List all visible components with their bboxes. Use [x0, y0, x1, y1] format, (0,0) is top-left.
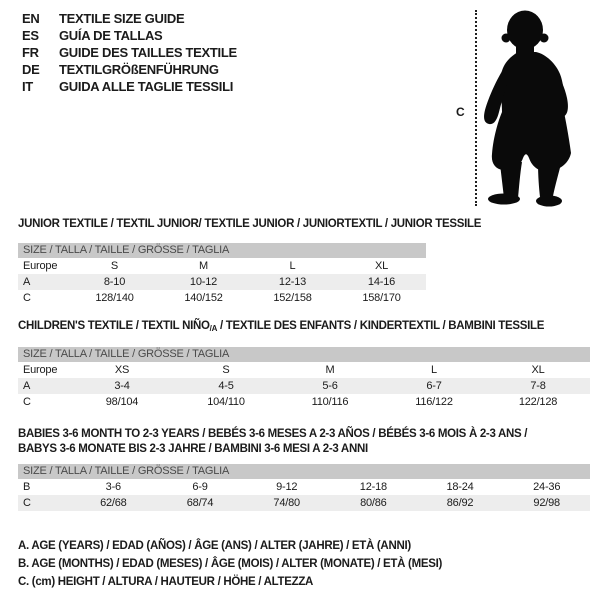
size-cell: 14-16: [367, 276, 396, 288]
table-title-subscript: /A: [209, 324, 218, 333]
size-table-babies: [18, 427, 590, 511]
height-measure-dotted-line: [475, 10, 477, 206]
row-label: A: [23, 380, 31, 392]
row-label: Europe: [23, 364, 58, 376]
size-cell: 122/128: [518, 396, 558, 408]
table-row: [18, 479, 590, 495]
measurement-legend: [18, 537, 442, 591]
legend-line-a: A. AGE (YEARS) / EDAD (AÑOS) / ÂGE (ANS) / ALTER (JAHRE) / ETÀ (ANNI): [18, 540, 411, 552]
size-cell: 140/152: [184, 292, 223, 304]
language-code: FR: [22, 45, 39, 60]
size-cell: L: [431, 364, 437, 376]
size-cell: S: [222, 364, 230, 376]
language-row: [22, 61, 237, 78]
size-cell: 12-13: [278, 276, 307, 288]
size-cell: 104/110: [207, 396, 245, 408]
size-cell: XS: [114, 364, 130, 376]
table-row: [18, 394, 590, 410]
language-row: [22, 78, 237, 95]
table-title: [18, 320, 590, 335]
legend-line-b: B. AGE (MONTHS) / EDAD (MESES) / ÂGE (MOIS) / ALTER (MONATE) / ETÀ (MESI): [18, 558, 443, 570]
language-title: TEXTILGRÖßENFÜHRUNG: [59, 62, 219, 77]
size-cell: 18-24: [446, 481, 474, 493]
table-title: BABYS 3-6 MONATE BIS 2-3 JAHRE / BAMBINI 3-6 MESI A 2-3 ANNI: [18, 443, 368, 455]
size-cell: XL: [531, 364, 545, 376]
size-cell: 3-4: [114, 380, 130, 392]
size-cell: XL: [374, 260, 389, 272]
size-header-bar: SIZE / TALLA / TAILLE / GRÖSSE / TAGLIA: [18, 347, 590, 362]
row-label: C: [23, 292, 31, 304]
language-code: ES: [22, 28, 39, 43]
size-cell: 6-9: [192, 481, 208, 493]
row-label: Europe: [23, 260, 58, 272]
size-cell: 86/92: [446, 497, 474, 509]
table-title-text: CHILDREN'S TEXTILE / TEXTIL NIÑO: [18, 320, 210, 332]
language-code: EN: [22, 11, 40, 26]
row-label: C: [23, 396, 31, 408]
language-row: [22, 10, 237, 27]
size-cell: M: [325, 364, 335, 376]
language-title: GUÍA DE TALLAS: [59, 28, 163, 43]
table-row: [18, 495, 590, 511]
language-row: [22, 27, 237, 44]
size-cell: M: [199, 260, 208, 272]
size-header-bar: SIZE / TALLA / TAILLE / GRÖSSE / TAGLIA: [18, 464, 590, 479]
size-cell: 9-12: [276, 481, 298, 493]
row-label: C: [23, 497, 31, 509]
size-table-children: [18, 320, 590, 410]
size-cell: 128/140: [95, 292, 134, 304]
size-cell: 152/158: [273, 292, 312, 304]
table-row: [18, 378, 590, 394]
size-cell: 116/122: [415, 396, 453, 408]
size-cell: 24-36: [533, 481, 561, 493]
table-row: [18, 362, 590, 378]
language-row: [22, 44, 237, 61]
table-title: BABIES 3-6 MONTH TO 2-3 YEARS / BEBÉS 3-6 MESES A 2-3 AÑOS / BÉBÉS 3-6 MOIS À 2-3 ANS /: [18, 428, 528, 440]
size-cell: L: [289, 260, 296, 272]
toddler-silhouette-icon: [478, 8, 593, 208]
size-cell: 80/86: [360, 497, 387, 509]
legend-line-c: C. (cm) HEIGHT / ALTURA / HAUTEUR / HÖHE / ALTEZZA: [18, 576, 314, 588]
size-cell: 74/80: [273, 497, 300, 509]
table-row: [18, 290, 426, 306]
table-row: [18, 274, 426, 290]
size-cell: 110/116: [311, 396, 349, 408]
measure-label-c: C: [456, 105, 465, 119]
size-cell: 8-10: [103, 276, 126, 288]
size-header-bar: SIZE / TALLA / TAILLE / GRÖSSE / TAGLIA: [18, 243, 426, 258]
size-cell: 98/104: [105, 396, 139, 408]
size-cell: 92/98: [533, 497, 560, 509]
language-title: GUIDA ALLE TAGLIE TESSILI: [59, 79, 234, 94]
table-title-text: / TEXTILE DES ENFANTS / KINDERTEXTIL / BAMBINI TESSILE: [217, 320, 545, 332]
size-table-junior: [18, 218, 482, 306]
table-title-block: [18, 427, 590, 457]
language-code: IT: [22, 79, 33, 94]
language-code: DE: [22, 62, 40, 77]
size-cell: 62/68: [100, 497, 127, 509]
table-title: JUNIOR TEXTILE / TEXTIL JUNIOR/ TEXTILE JUNIOR / JUNIORTEXTIL / JUNIOR TESSILE: [18, 218, 482, 230]
size-cell: 7-8: [530, 380, 546, 392]
size-cell: 6-7: [426, 380, 442, 392]
size-cell: 68/74: [186, 497, 214, 509]
language-list: [22, 10, 237, 95]
size-cell: 158/170: [362, 292, 401, 304]
table-row: [18, 258, 426, 274]
size-cell: 3-6: [105, 481, 121, 493]
size-cell: S: [110, 260, 119, 272]
size-cell: 12-18: [359, 481, 387, 493]
language-title: TEXTILE SIZE GUIDE: [59, 11, 185, 26]
size-cell: 5-6: [322, 380, 338, 392]
size-cell: 10-12: [189, 276, 218, 288]
row-label: B: [23, 481, 31, 493]
language-title: GUIDE DES TAILLES TEXTILE: [59, 45, 237, 60]
size-cell: 4-5: [218, 380, 234, 392]
row-label: A: [23, 276, 31, 288]
